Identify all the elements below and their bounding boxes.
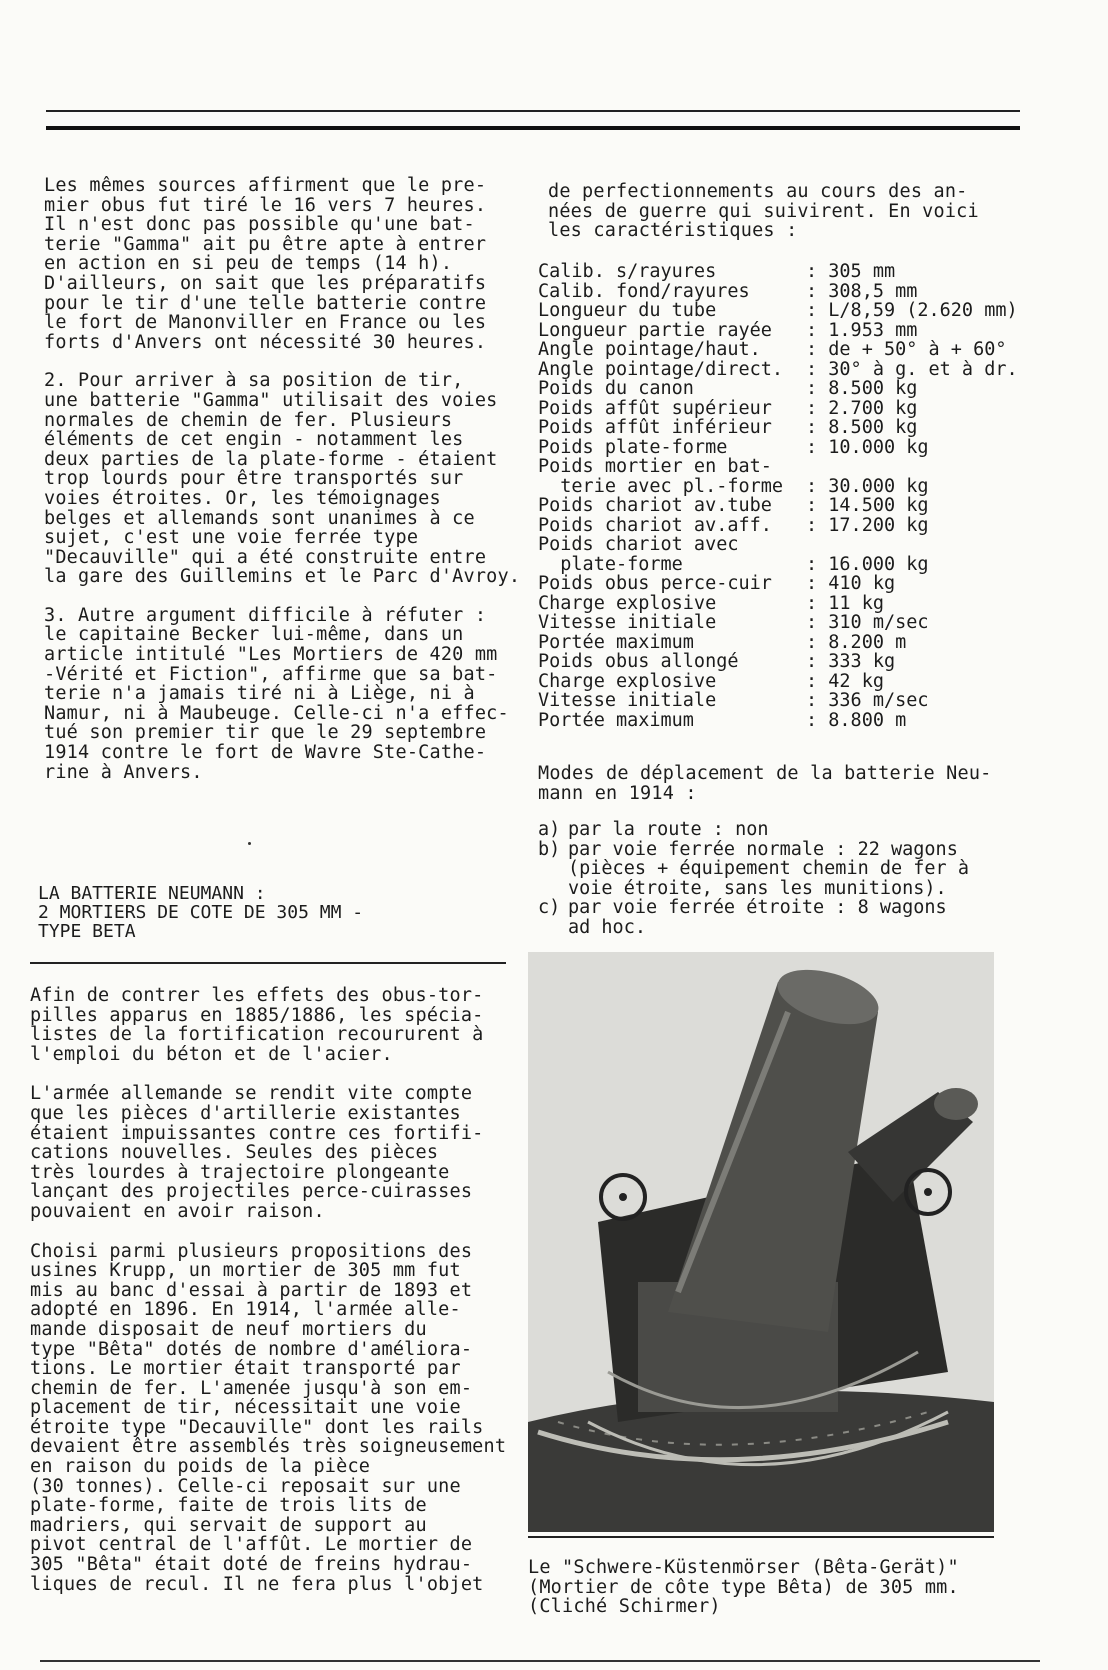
spec-value: : de + 50° à + 60° <box>806 339 1007 360</box>
spec-value: : 10.000 kg <box>806 436 929 458</box>
spec-row <box>538 477 1038 497</box>
list-text: par voie ferrée étroite : 8 wagons ad hoc. <box>568 897 947 938</box>
spec-label: Poids obus allongé <box>538 651 739 672</box>
spec-row <box>538 691 1038 711</box>
list-letter: b) <box>538 838 561 860</box>
spec-row <box>538 301 1038 321</box>
spec-value: : 42 kg <box>806 670 884 692</box>
spec-label: Poids obus perce-cuir <box>538 573 772 594</box>
list-letter: a) <box>538 819 561 840</box>
mortar-photo <box>528 952 994 1532</box>
top-rule-thin <box>46 110 1020 112</box>
spec-label: Poids plate-forme <box>538 436 728 458</box>
modes-intro-text: Modes de déplacement de la batterie Neu- mann en 1914 : <box>538 763 992 804</box>
spec-value: : 17.200 kg <box>806 514 929 536</box>
right-column-intro <box>548 182 1018 241</box>
modes-intro <box>538 764 1018 803</box>
spec-row <box>538 340 1038 360</box>
spec-row <box>538 262 1038 282</box>
spec-value: : L/8,59 (2.620 mm) <box>806 300 1018 321</box>
spec-row <box>538 438 1038 458</box>
spec-value: : 336 m/sec <box>806 690 929 711</box>
spec-label: Charge explosive <box>538 592 717 614</box>
spec-label: Angle pointage/direct. <box>538 358 784 380</box>
spec-label: plate-forme <box>538 553 683 575</box>
spec-value: : 1.953 mm <box>806 319 918 341</box>
spec-label: Vitesse initiale <box>538 612 717 633</box>
spec-row <box>538 360 1038 380</box>
spec-row <box>538 321 1038 341</box>
spec-value: : 30.000 kg <box>806 475 929 497</box>
paragraph-point-3: 3. Autre argument difficile à réfuter : le capitaine Becker lui-même, dans un article intitulé "Les Mortiers de 420 mm -Vérité et Fiction", affirme que sa bat- terie n'a jamais tiré ni à Liège, ni à Namur, ni à Maubeuge. Celle-ci n'a effec- tué son premier tir que le 29 septembre 1914 contre le fort de Wavre Ste-Cathe- rine à Anvers. <box>44 604 509 783</box>
spec-row <box>538 672 1038 692</box>
paragraph-krupp: Choisi parmi plusieurs propositions des usines Krupp, un mortier de 305 mm fut mis au banc d'essai à partir de 1893 et adopté en 1896. En 1914, l'armée alle- mande disposait de neuf mortiers du type "Bêta" dotés de nombre d'améliora- tions. Le mortier était transporté par chemin de fer. L'amenée jusqu'à son em- placement de tir, nécessitait une voie étroite type "Decauville" dont les rails devaient être assemblés très soigneusement en raison du poids de la pièce (30 tonnes). Celle-ci reposait sur une plate-forme, faite de trois lits de madriers, qui servait de support au pivot central de l'affût. Le mortier de 305 "Bêta" était doté de freins hydrau- liques de recul. Il ne fera plus l'objet <box>30 1240 507 1595</box>
spec-row <box>538 516 1038 536</box>
spec-row <box>538 613 1038 633</box>
spec-value: : 308,5 mm <box>806 280 918 302</box>
section-heading: LA BATTERIE NEUMANN : 2 MORTIERS DE COTE DE 305 MM - TYPE BETA <box>38 883 364 942</box>
spec-label: Poids chariot av.tube <box>538 495 772 516</box>
spec-label: Poids chariot av.aff. <box>538 514 772 536</box>
spec-label: Longueur partie rayée <box>538 319 772 341</box>
paragraph-sources: Les mêmes sources affirment que le pre- mier obus fut tiré le 16 vers 7 heures. Il n'est donc pas possible qu'une bat- terie "Gamma" ait pu être apte à entrer en action en si peu de temps (14 h). D'ailleurs, on sait que les préparatifs pour le tir d'une telle batterie contre le fort de Manonviller en France ou les forts d'Anvers ont nécessité 30 heures. <box>44 175 487 353</box>
spec-value: : 2.700 kg <box>806 397 918 419</box>
spec-row <box>538 379 1038 399</box>
spec-value: : 8.800 m <box>806 709 907 731</box>
paragraph-armee: L'armée allemande se rendit vite compte que les pièces d'artillerie existantes étaient impuissantes contre ces fortifi- cations nouvelles. Seules des pièces très lourdes à trajectoire plongeante lançant des projectiles perce-cuirasses pouvaient en avoir raison. <box>30 1083 484 1222</box>
list-item <box>538 820 1018 840</box>
left-column-top <box>44 176 524 782</box>
stray-dot <box>248 842 251 845</box>
photo-underline <box>528 1536 994 1538</box>
spec-value: : 11 kg <box>806 592 884 614</box>
list-item <box>538 898 1018 937</box>
spec-row <box>538 457 1038 477</box>
mortar-illustration <box>528 952 994 1532</box>
spec-label: Calib. fond/rayures <box>538 280 750 302</box>
spec-value: : 310 m/sec <box>806 612 929 633</box>
spec-value: : 410 kg <box>806 573 896 594</box>
spec-row <box>538 633 1038 653</box>
spec-label: Poids chariot avec <box>538 534 739 555</box>
bottom-rule <box>40 1660 1040 1662</box>
spec-row <box>538 418 1038 438</box>
list-text: par voie ferrée normale : 22 wagons (pièces + équipement chemin de fer à voie étroite, sans les munitions). <box>568 838 969 899</box>
spec-value: : 14.500 kg <box>806 495 929 516</box>
spec-label: terie avec pl.-forme <box>538 475 784 497</box>
spec-row <box>538 496 1038 516</box>
spec-value: : 30° à g. et à dr. <box>806 358 1018 380</box>
top-rule-thick <box>46 126 1020 130</box>
list-letter: c) <box>538 897 561 919</box>
spec-label: Poids du canon <box>538 378 694 399</box>
modes-list <box>538 820 1018 938</box>
spec-label: Vitesse initiale <box>538 690 717 711</box>
paragraph-point-2: 2. Pour arriver à sa position de tir, une batterie "Gamma" utilisait des voies normales de chemin de fer. Plusieurs éléments de cet engin - notamment les deux parties de la plate-forme - étaient trop lourds pour être transportés sur voies étroites. Or, les témoignages belges et allemands sont unanimes à ce sujet, c'est une voie ferrée type "Decauville" qui a été construite entre la gare des Guillemins et le Parc d'Avroy. <box>44 370 521 588</box>
spec-label: Poids affût supérieur <box>538 397 772 419</box>
spec-row <box>538 574 1038 594</box>
spec-row <box>538 399 1038 419</box>
spec-value: : 305 mm <box>806 261 896 282</box>
spec-label: Poids mortier en bat- <box>538 456 772 477</box>
spec-label: Charge explosive <box>538 670 717 692</box>
list-item <box>538 840 1018 899</box>
caption-text: Le "Schwere-Küstenmörser (Bêta-Gerät)" (Mortier de côte type Bêta) de 305 mm. (Cliché Schirmer) <box>528 1557 959 1618</box>
spec-row <box>538 555 1038 575</box>
photo-caption <box>528 1558 1008 1617</box>
spec-value: : 333 kg <box>806 651 896 672</box>
intro-characteristics: de perfectionnements au cours des an- nées de guerre qui suivirent. En voici les caractéristiques : <box>548 181 979 242</box>
spec-row <box>538 652 1038 672</box>
spec-row <box>538 711 1038 731</box>
spec-value: : 8.500 kg <box>806 378 918 399</box>
left-column-bottom <box>30 986 520 1594</box>
spec-value: : 8.500 kg <box>806 417 918 438</box>
paragraph-torpilles: Afin de contrer les effets des obus-tor- pilles apparus en 1885/1886, les spécia- listes de la fortification recoururent à l'emploi du béton et de l'acier. <box>30 985 484 1065</box>
spec-row <box>538 535 1038 555</box>
spec-label: Portée maximum <box>538 709 694 731</box>
spec-label: Portée maximum <box>538 631 694 653</box>
list-text: par la route : non <box>568 819 769 840</box>
spec-row <box>538 282 1038 302</box>
spec-row <box>538 594 1038 614</box>
spec-label: Calib. s/rayures <box>538 261 717 282</box>
spec-value: : 16.000 kg <box>806 553 929 575</box>
spec-value: : 8.200 m <box>806 631 907 653</box>
heading-underline <box>30 962 506 964</box>
specs-table <box>538 262 1038 730</box>
spec-label: Longueur du tube <box>538 300 717 321</box>
spec-label: Angle pointage/haut. <box>538 339 761 360</box>
spec-label: Poids affût inférieur <box>538 417 772 438</box>
